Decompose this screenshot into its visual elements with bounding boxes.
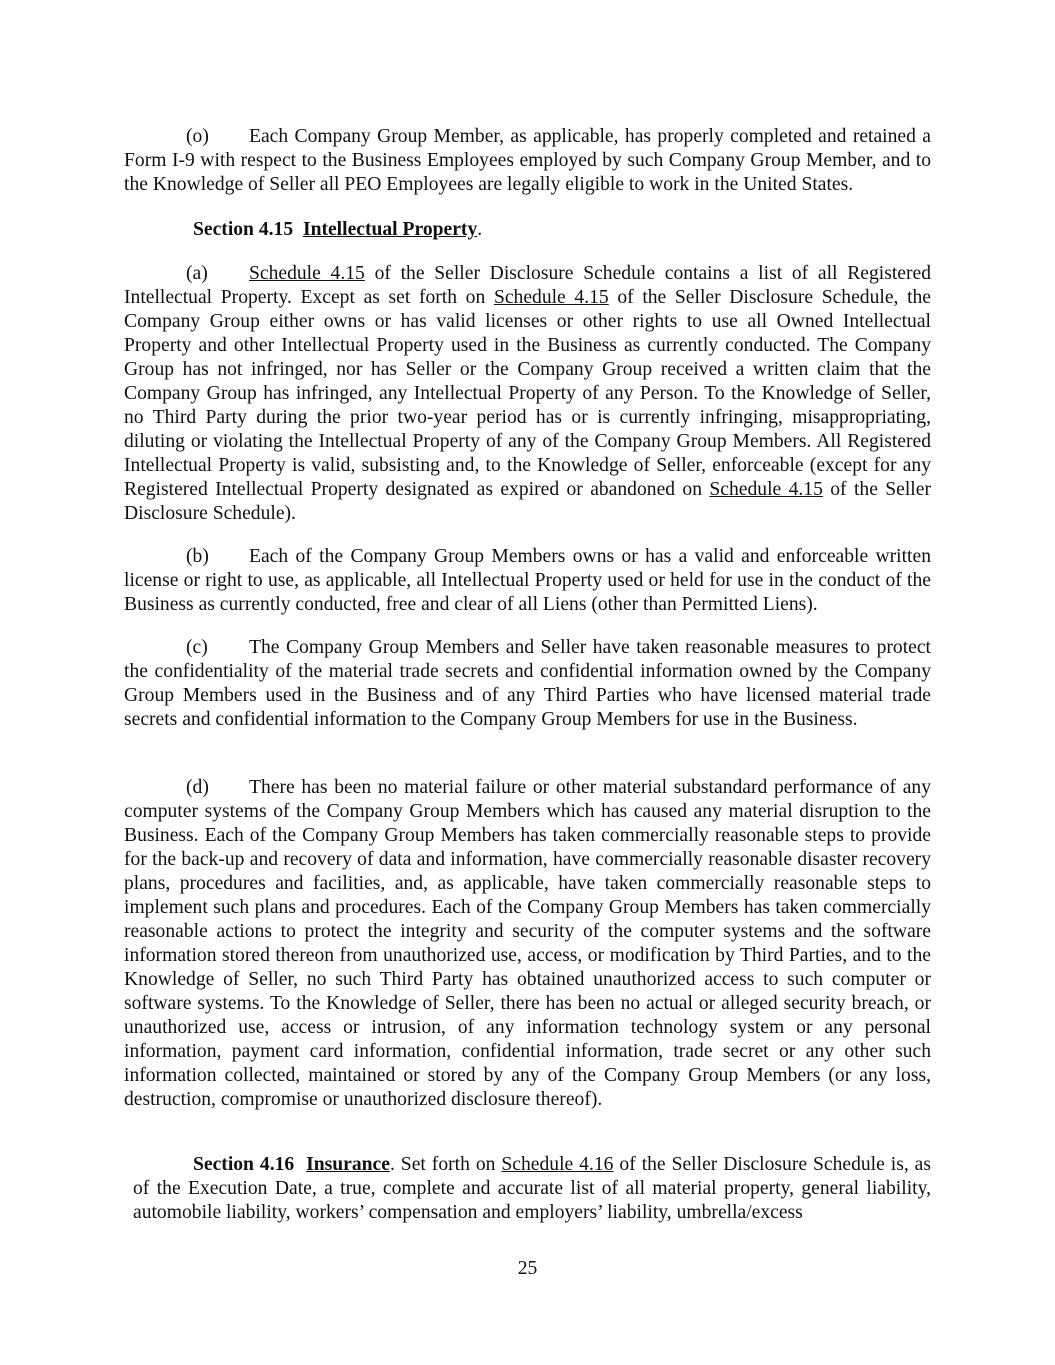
paragraph-a [124, 262, 931, 526]
paragraph-o-text: Each Company Group Member, as applicable, has properly completed and retained a Form I-9 with respect to the Business Employees employed by such Company Group Member, and to the Knowledge of Seller all PEO Employees are legally eligible to work in the United States. [124, 126, 931, 195]
section-4-16-title: Insurance [306, 1154, 390, 1175]
paragraph-o [124, 125, 931, 197]
paragraph-a-text-1: of the Seller Disclosure Schedule contains a list of all Registered Intellectual Property. Except as set forth on [124, 263, 931, 308]
schedule-4-16-reference: Schedule 4.16 [501, 1154, 614, 1175]
paragraph-d [124, 776, 931, 1112]
section-4-15-period: . [477, 219, 483, 240]
paragraph-a-label: (a) [186, 263, 208, 284]
paragraph-o-label: (o) [186, 126, 209, 147]
paragraph-c-text: The Company Group Members and Seller have taken reasonable measures to protect the confidentiality of the material trade secrets and confidential information owned by the Company Group Members used in the Business and of any Third Parties who have licensed material trade secrets and confidential information to the Company Group Members for use in the Business. [124, 637, 931, 730]
section-4-15-title: Intellectual Property [302, 219, 478, 240]
paragraph-d-text: There has been no material failure or other material substandard performance of any computer systems of the Company Group Members which has caused any material disruption to the Business. Each of the Company Group Members has taken commercially reasonable steps to provide for the back-up and recovery of data and information, have commercially reasonable disaster recovery plans, procedures and facilities, and, as applicable, have taken commercially reasonable steps to implement such plans and procedures. Each of the Company Group Members has taken commercially reasonable actions to protect the integrity and security of the computer systems and the software information stored thereon from unauthorized use, access, or modification by Third Parties, and to the Knowledge of Seller, no such Third Party has obtained unauthorized access to such computer or software systems. To the Knowledge of Seller, there has been no actual or alleged security breach, or unauthorized use, access or intrusion, of any information technology system or any personal information, payment card information, confidential information, trade secret or any other such information collected, maintained or stored by any of the Company Group Members (or any loss, destruction, compromise or unauthorized disclosure thereof). [124, 777, 931, 1110]
paragraph-a-text-2: of the Seller Disclosure Schedule, the Company Group either owns or has valid licenses or other rights to use all Owned Intellectual Property and other Intellectual Property used in the Business as currently conducted. The Company Group has not infringed, nor has Seller or the Company Group received a written claim that the Company Group has infringed, any Intellectual Property of any Person. To the Knowledge of Seller, no Third Party during the prior two-year period has or is currently infringing, misappropriating, diluting or violating the Intellectual Property of any of the Company Group Members. All Registered Intellectual Property is valid, subsisting and, to the Knowledge of Seller, enforceable (except for any Registered Intellectual Property designated as expired or abandoned on [124, 287, 932, 500]
paragraph-a-text-3: of the Seller Disclosure Schedule). [124, 479, 931, 524]
paragraph-b-label: (b) [186, 546, 209, 567]
paragraph-c [124, 636, 931, 732]
schedule-4-15-reference-3: Schedule 4.15 [709, 479, 823, 500]
schedule-4-15-reference-2: Schedule 4.15 [493, 287, 609, 308]
section-4-16-number: Section 4.16 [193, 1154, 295, 1175]
section-4-16-text-2: of the Seller Disclosure Schedule is, as of the Execution Date, a true, complete and accurate list of all material property, general liability, automobile liability, workers’ compensation and employers’ liability, umbrella/excess [133, 1154, 932, 1223]
paragraph-d-label: (d) [186, 777, 209, 798]
section-4-16-paragraph [133, 1153, 931, 1225]
section-4-15-number: Section 4.15 [193, 219, 294, 240]
section-4-15-heading [193, 218, 482, 242]
paragraph-b-text: Each of the Company Group Members owns or has a valid and enforceable written license or right to use, as applicable, all Intellectual Property used or held for use in the conduct of the Business as currently conducted, free and clear of all Liens (other than Permitted Liens). [124, 546, 931, 615]
section-4-16-text-1: Set forth on [394, 1154, 502, 1175]
page-number: 25 [517, 1258, 538, 1279]
paragraph-b [124, 545, 931, 617]
schedule-4-15-reference: Schedule 4.15 [249, 263, 365, 284]
section-4-16-period: . [389, 1154, 395, 1175]
paragraph-c-label: (c) [186, 637, 208, 658]
